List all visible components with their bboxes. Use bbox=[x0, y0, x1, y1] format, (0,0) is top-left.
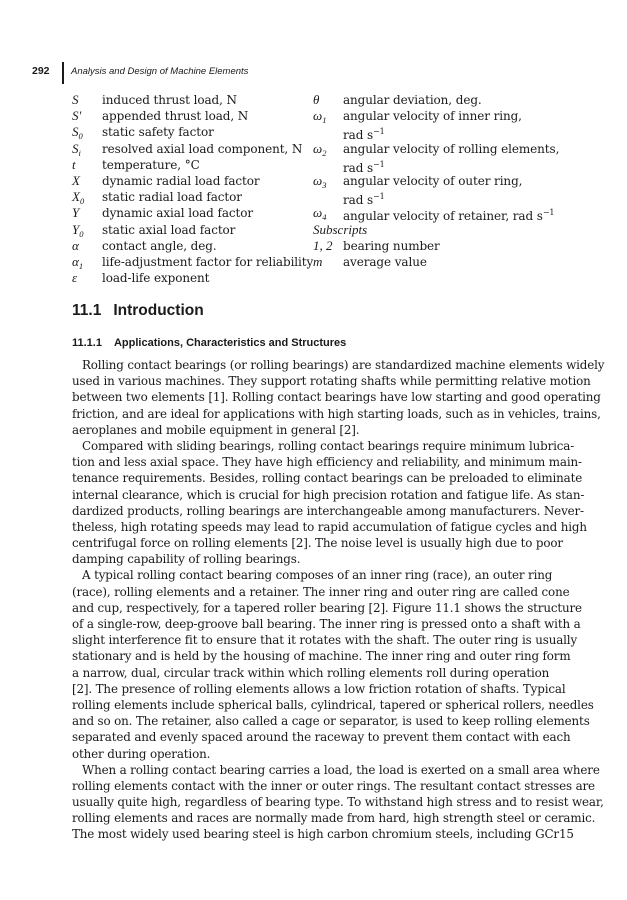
symbol bbox=[313, 222, 367, 238]
symbol-glyph: ω bbox=[313, 108, 323, 124]
symbol-row bbox=[313, 189, 553, 208]
running-head: Analysis and Design of Machine Elements bbox=[71, 66, 249, 77]
symbol-row bbox=[72, 108, 312, 124]
symbol-glyph: 1, 2 bbox=[313, 237, 333, 253]
subsection-number: 11.1.1 bbox=[72, 337, 102, 349]
symbol-glyph: X bbox=[72, 172, 80, 188]
symbol-description bbox=[343, 254, 427, 270]
text-line: tenance requirements. Besides, rolling contact bearings can be preloaded to eliminate bbox=[72, 471, 583, 486]
symbol-description-text: static safety factor bbox=[102, 125, 214, 140]
symbol-glyph: ω bbox=[313, 140, 323, 156]
symbol bbox=[72, 108, 81, 124]
symbol-row bbox=[72, 254, 312, 270]
symbol-description-text: resolved axial load component, N bbox=[102, 141, 303, 156]
text-line: tion and less axial space. They have high efficiency and reliability, and minimum main- bbox=[72, 455, 582, 470]
symbol-row bbox=[313, 238, 553, 254]
symbol-description-text: dynamic radial load factor bbox=[102, 173, 260, 188]
symbol-subscript: 4 bbox=[322, 212, 327, 223]
text-line: internal clearance, which is crucial for high precision rotation and fatigue life. As stan- bbox=[72, 487, 585, 502]
symbol-description-text: rad s bbox=[343, 160, 374, 175]
symbol-description bbox=[102, 238, 217, 254]
symbol-glyph: Y bbox=[72, 205, 80, 221]
symbol bbox=[313, 92, 319, 108]
symbol-subscript: 2 bbox=[322, 147, 327, 158]
unit-superscript: −1 bbox=[373, 192, 385, 202]
symbol-subscript: 0 bbox=[79, 228, 84, 239]
text-line: used in various machines. They support rotating shafts while permitting relative motion bbox=[72, 374, 591, 389]
text-line: When a rolling contact bearing carries a load, the load is exerted on a small area where bbox=[82, 762, 600, 777]
symbol-description bbox=[102, 270, 209, 286]
symbol-glyph: ω bbox=[313, 205, 323, 221]
symbol-description bbox=[343, 141, 559, 157]
symbol-row bbox=[72, 270, 312, 286]
unit-superscript: −1 bbox=[373, 159, 385, 169]
symbol-row bbox=[313, 173, 553, 189]
header-divider bbox=[62, 62, 64, 84]
subsection-title: Applications, Characteristics and Structures bbox=[113, 337, 347, 349]
symbol-glyph: S bbox=[72, 140, 79, 156]
symbol-description-text: static radial load factor bbox=[102, 190, 242, 205]
symbol bbox=[72, 205, 79, 221]
symbol-row bbox=[72, 173, 312, 189]
text-line: theless, high rotating speeds may lead to rapid accumulation of fatigue cycles and high bbox=[72, 519, 587, 534]
symbol bbox=[72, 92, 79, 108]
symbol-row bbox=[313, 140, 560, 158]
symbol-description-text: angular deviation, deg. bbox=[343, 93, 482, 107]
symbol-subscript: 0 bbox=[78, 131, 83, 142]
symbol-description-text: contact angle, deg. bbox=[102, 238, 217, 253]
symbol-description bbox=[343, 238, 440, 254]
symbol-description-text: angular velocity of rolling elements, bbox=[343, 141, 560, 156]
symbol-row bbox=[313, 205, 555, 224]
symbol-description bbox=[343, 173, 522, 189]
subsection-heading bbox=[72, 337, 346, 349]
unit-superscript: −1 bbox=[542, 208, 555, 218]
symbol-glyph: ε bbox=[72, 270, 78, 286]
symbol-description bbox=[343, 108, 522, 124]
text-line: Rolling contact bearings (or rolling bearings) are standardized machine elements widely bbox=[82, 358, 605, 372]
page-header bbox=[0, 60, 627, 86]
symbol-description-text: angular velocity of inner ring, bbox=[343, 109, 522, 124]
text-line: rolling elements include spherical balls, cylindrical, tapered or spherical rollers, needles bbox=[72, 697, 594, 712]
symbol-description bbox=[102, 254, 313, 270]
symbol-row bbox=[313, 108, 553, 124]
symbol-description bbox=[102, 205, 253, 221]
text-line: rolling elements and races are normally made from hard, high strength steel or ceramic. bbox=[72, 811, 596, 826]
symbol-subscript: 0 bbox=[79, 196, 85, 207]
symbol-row bbox=[72, 141, 312, 157]
symbol-description-text: appended thrust load, N bbox=[102, 109, 249, 124]
symbol-list-right bbox=[313, 92, 560, 270]
text-line: [2]. The presence of rolling elements allows a low friction rotation of shafts. Typical bbox=[72, 681, 566, 696]
text-line: Compared with sliding bearings, rolling contact bearings require minimum lubrica- bbox=[82, 438, 575, 453]
symbol bbox=[313, 238, 333, 254]
symbol-description bbox=[102, 189, 242, 205]
symbol-glyph: α bbox=[72, 253, 79, 269]
symbol-description-text: static axial load factor bbox=[102, 222, 236, 237]
symbol-row bbox=[72, 238, 312, 254]
symbol-description-text: average value bbox=[343, 254, 427, 269]
text-line: separated and evenly spaced around the raceway to prevent them contact with each bbox=[72, 730, 571, 745]
symbol-description bbox=[102, 92, 237, 108]
page-number: 292 bbox=[32, 65, 50, 77]
symbol-description bbox=[343, 92, 482, 108]
symbol-row bbox=[313, 124, 553, 143]
symbol-row bbox=[72, 189, 312, 205]
symbol-description bbox=[102, 108, 248, 124]
symbol-description bbox=[102, 222, 235, 238]
text-line: dardized products, rolling bearings are interchangeable among manufacturers. Never- bbox=[72, 503, 584, 518]
symbol-glyph: S′ bbox=[72, 108, 82, 124]
text-line: damping capability of rolling bearings. bbox=[72, 552, 301, 567]
symbol-description-text: angular velocity of retainer, rad s bbox=[343, 209, 543, 224]
symbol bbox=[72, 157, 76, 173]
text-line: between two elements [1]. Rolling contact bearings have low starting and good operating bbox=[72, 390, 601, 405]
text-line: other during operation. bbox=[72, 746, 211, 761]
text-line: (race), rolling elements and a retainer. The inner ring and outer ring are called cone bbox=[72, 584, 570, 599]
symbol-row bbox=[313, 254, 553, 270]
symbol-row bbox=[313, 222, 553, 238]
text-line: aeroplanes and mobile equipment in general [2]. bbox=[72, 422, 360, 437]
symbol-description-text: temperature, °C bbox=[102, 157, 200, 172]
symbol-description bbox=[102, 157, 200, 173]
symbol-subscript: 3 bbox=[322, 179, 327, 190]
section-title: Introduction bbox=[113, 302, 204, 319]
symbol-row bbox=[313, 157, 553, 173]
symbol-row bbox=[313, 92, 553, 108]
symbol-glyph: ω bbox=[313, 172, 323, 188]
symbol bbox=[72, 173, 80, 189]
symbol-glyph: Y bbox=[72, 221, 80, 237]
symbol-glyph: t bbox=[72, 156, 76, 172]
text-line: a narrow, dual, circular track within which rolling elements roll during operation bbox=[72, 665, 550, 680]
symbol-description-text: bearing number bbox=[343, 238, 440, 253]
body-text bbox=[72, 357, 605, 843]
symbol-glyph: X bbox=[72, 189, 80, 205]
symbol-description bbox=[102, 124, 214, 140]
text-line: rolling elements contact with the inner or outer rings. The resultant contact stresses are bbox=[72, 778, 595, 793]
section-number: 11.1 bbox=[72, 302, 102, 319]
symbol-description-text: life-adjustment factor for reliability bbox=[102, 254, 314, 269]
symbol-glyph: m bbox=[313, 253, 323, 269]
symbol-glyph: Subscripts bbox=[313, 221, 368, 237]
symbol-glyph: S bbox=[72, 92, 79, 107]
text-line: centrifugal force on rolling elements [2]. The noise level is usually high due to poor bbox=[72, 536, 563, 551]
symbol-row bbox=[72, 157, 312, 173]
symbol-glyph: S bbox=[72, 124, 79, 140]
symbol-subscript: i bbox=[78, 147, 81, 158]
text-line: stationary and is held by the housing of machine. The inner ring and outer ring form bbox=[72, 649, 571, 664]
symbol bbox=[313, 254, 322, 270]
symbol-row bbox=[72, 92, 312, 108]
symbol-description-text: rad s bbox=[343, 193, 374, 208]
symbol-description-text: dynamic axial load factor bbox=[102, 206, 253, 221]
symbol-list-left bbox=[72, 92, 312, 286]
symbol-glyph: α bbox=[72, 237, 79, 253]
symbol-row bbox=[72, 205, 312, 221]
text-line: A typical rolling contact bearing composes of an inner ring (race), an outer ring bbox=[82, 568, 553, 583]
symbol-description-text: induced thrust load, N bbox=[102, 93, 237, 107]
text-line: slight interference fit to ensure that it rotates with the shaft. The outer ring is usually bbox=[72, 633, 578, 648]
section-heading bbox=[72, 302, 204, 320]
symbol-description bbox=[102, 173, 260, 189]
unit-superscript: −1 bbox=[373, 127, 385, 137]
symbol-description-text: angular velocity of outer ring, bbox=[343, 173, 523, 188]
symbol-row bbox=[72, 222, 312, 238]
symbol-subscript: 1 bbox=[78, 260, 84, 271]
symbol-row bbox=[72, 124, 312, 140]
symbol bbox=[72, 238, 79, 254]
text-line: The most widely used bearing steel is high carbon chromium steels, including GCr15 bbox=[72, 827, 574, 842]
text-line: friction, and are ideal for applications with high starting loads, such as in vehicles, trains, bbox=[72, 406, 601, 421]
text-line: of a single-row, deep-groove ball bearing. The inner ring is pressed onto a shaft with a bbox=[72, 617, 581, 631]
symbol bbox=[72, 270, 77, 286]
symbol-description-text: load-life exponent bbox=[102, 271, 210, 286]
symbol-description bbox=[102, 141, 302, 157]
text-line: usually quite high, regardless of bearing type. To withstand high stress and to resist wear, bbox=[72, 795, 604, 810]
text-line: and so on. The retainer, also called a cage or separator, is used to keep rolling elements bbox=[72, 714, 590, 729]
symbol-subscript: 1 bbox=[322, 115, 327, 126]
symbol-description-text: rad s bbox=[343, 128, 374, 143]
text-line: and cup, respectively, for a tapered roller bearing [2]. Figure 11.1 shows the structure bbox=[72, 600, 582, 615]
symbol-glyph: θ bbox=[313, 92, 320, 107]
